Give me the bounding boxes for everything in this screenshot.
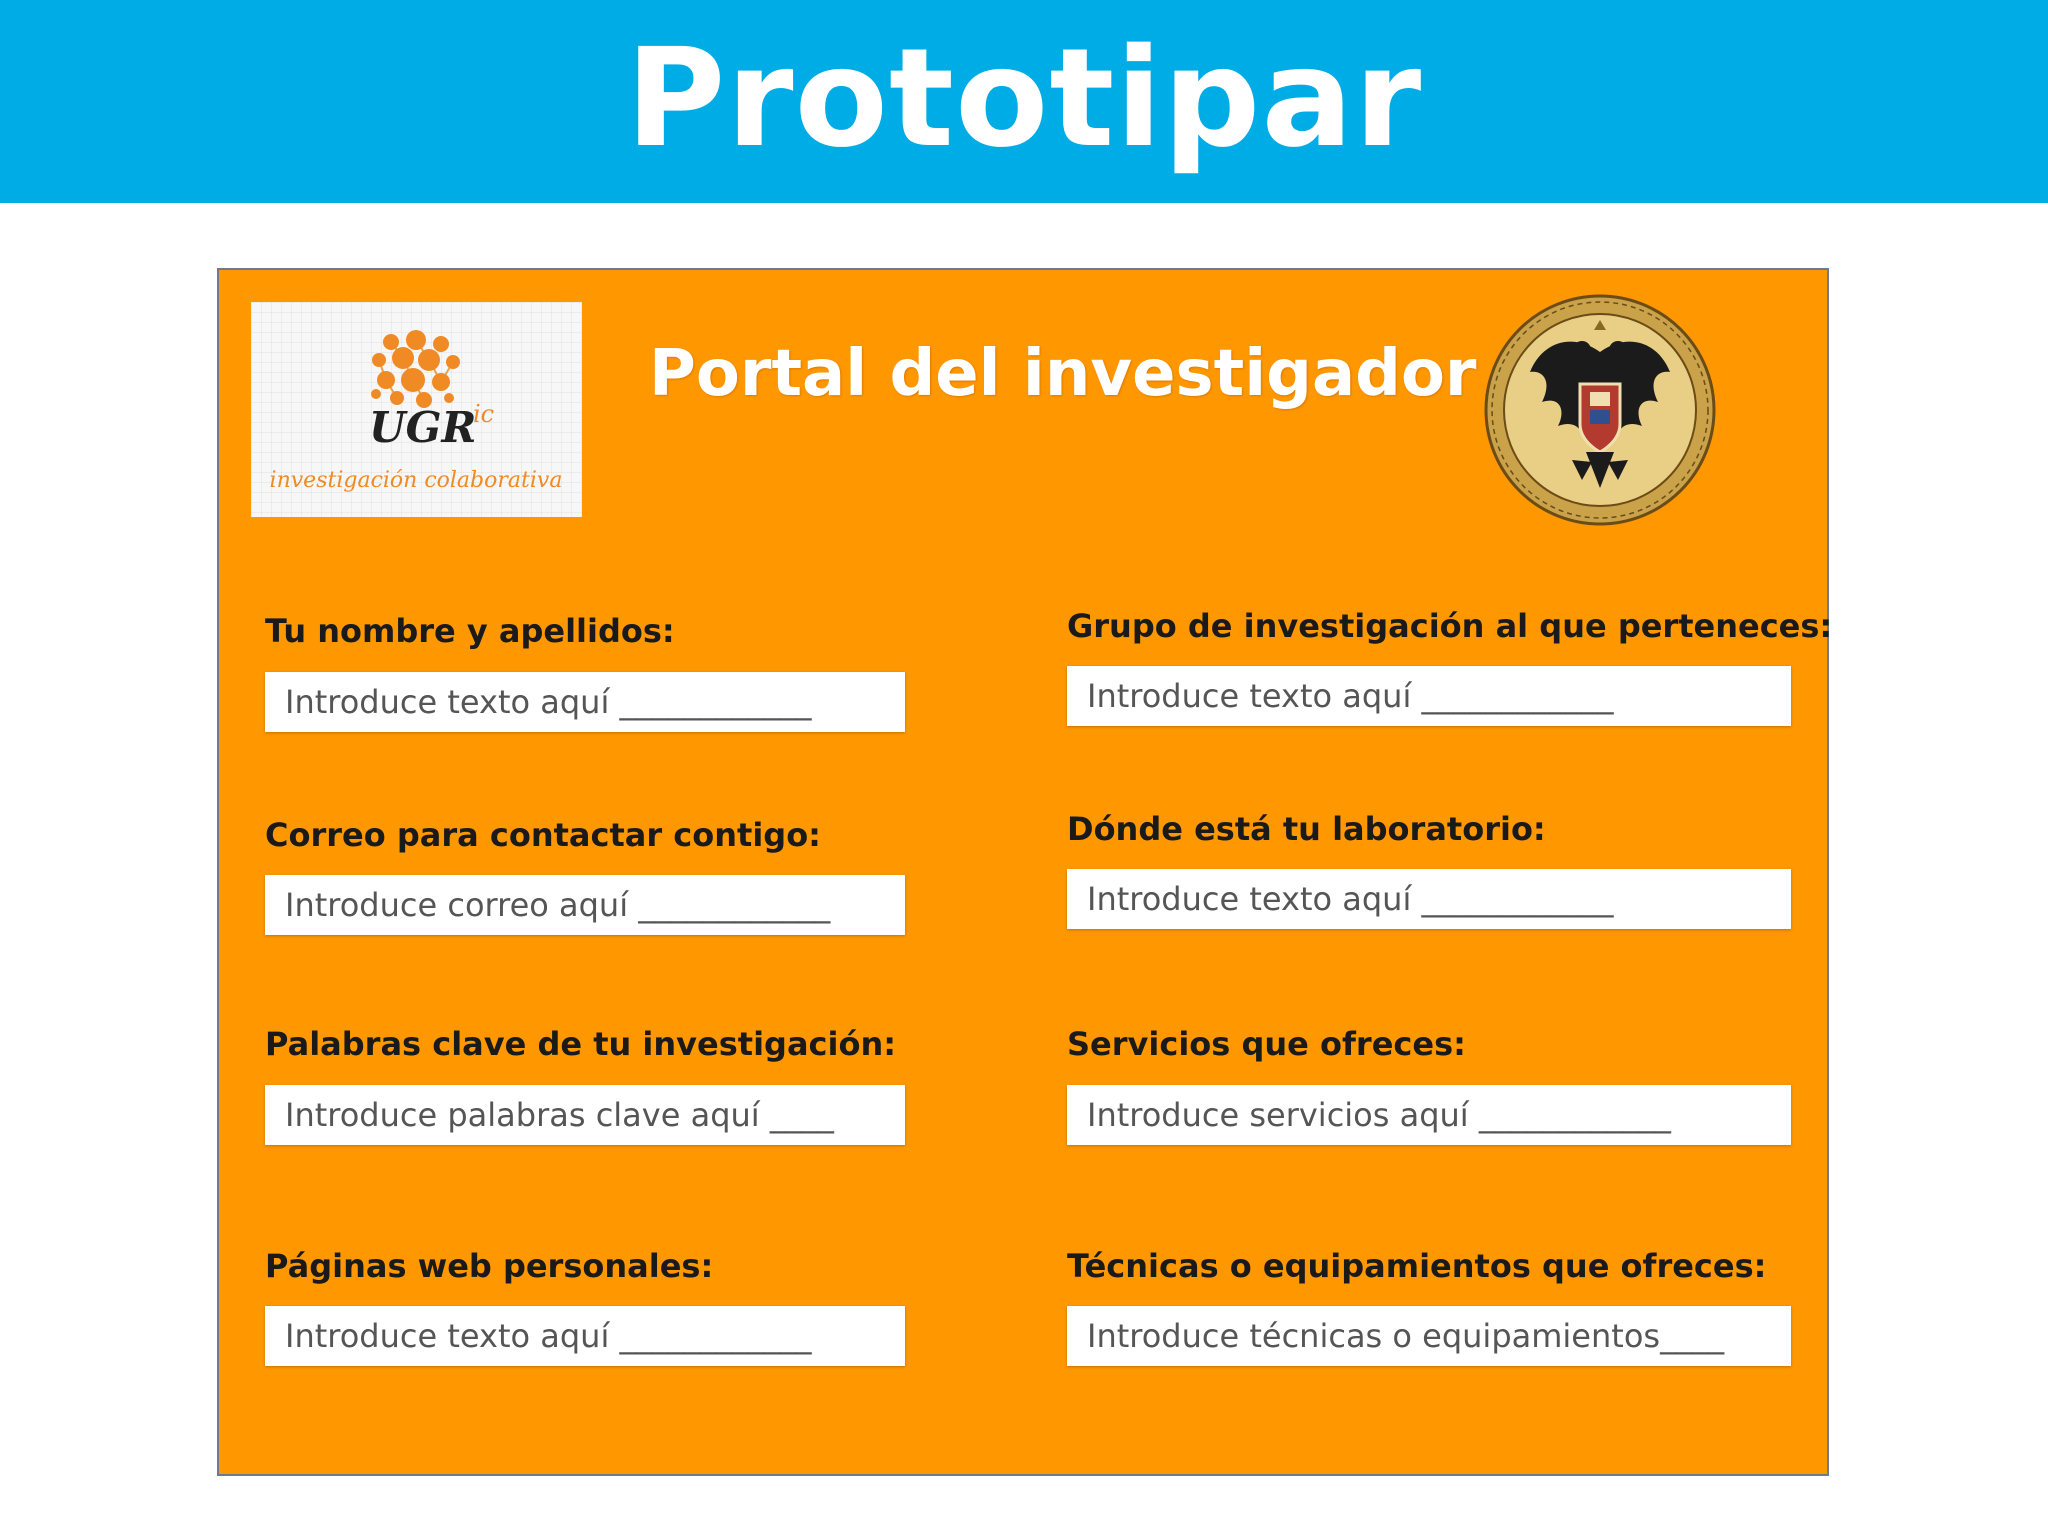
logo-superscript: ic: [473, 400, 495, 428]
techniques-input[interactable]: [1067, 1306, 1791, 1366]
portal-title: Portal del investigador: [649, 337, 1477, 411]
university-seal-icon: [1482, 292, 1718, 528]
title-bar: [0, 0, 2048, 203]
name-label: Tu nombre y apellidos:: [265, 612, 675, 650]
logo-text: UGR: [369, 403, 477, 452]
email-input[interactable]: [265, 875, 905, 935]
websites-label: Páginas web personales:: [265, 1247, 714, 1285]
research-group-input[interactable]: [1067, 666, 1791, 726]
lab-location-label: Dónde está tu laboratorio:: [1067, 810, 1546, 848]
logo-graphic: [251, 302, 582, 517]
services-input[interactable]: [1067, 1085, 1791, 1145]
keywords-input[interactable]: [265, 1085, 905, 1145]
slide-title: Prototipar: [625, 19, 1423, 178]
name-input[interactable]: [265, 672, 905, 732]
email-label: Correo para contactar contigo:: [265, 816, 821, 854]
techniques-label: Técnicas o equipamientos que ofreces:: [1067, 1247, 1767, 1285]
websites-input[interactable]: [265, 1306, 905, 1366]
logo-tagline: investigación colaborativa: [269, 468, 563, 493]
research-group-label: Grupo de investigación al que perteneces:: [1067, 607, 1833, 645]
lab-location-input[interactable]: [1067, 869, 1791, 929]
portal-mockup-panel: [217, 268, 1833, 1476]
ugr-ic-logo: [251, 302, 582, 517]
keywords-label: Palabras clave de tu investigación:: [265, 1025, 897, 1063]
services-label: Servicios que ofreces:: [1067, 1025, 1466, 1063]
